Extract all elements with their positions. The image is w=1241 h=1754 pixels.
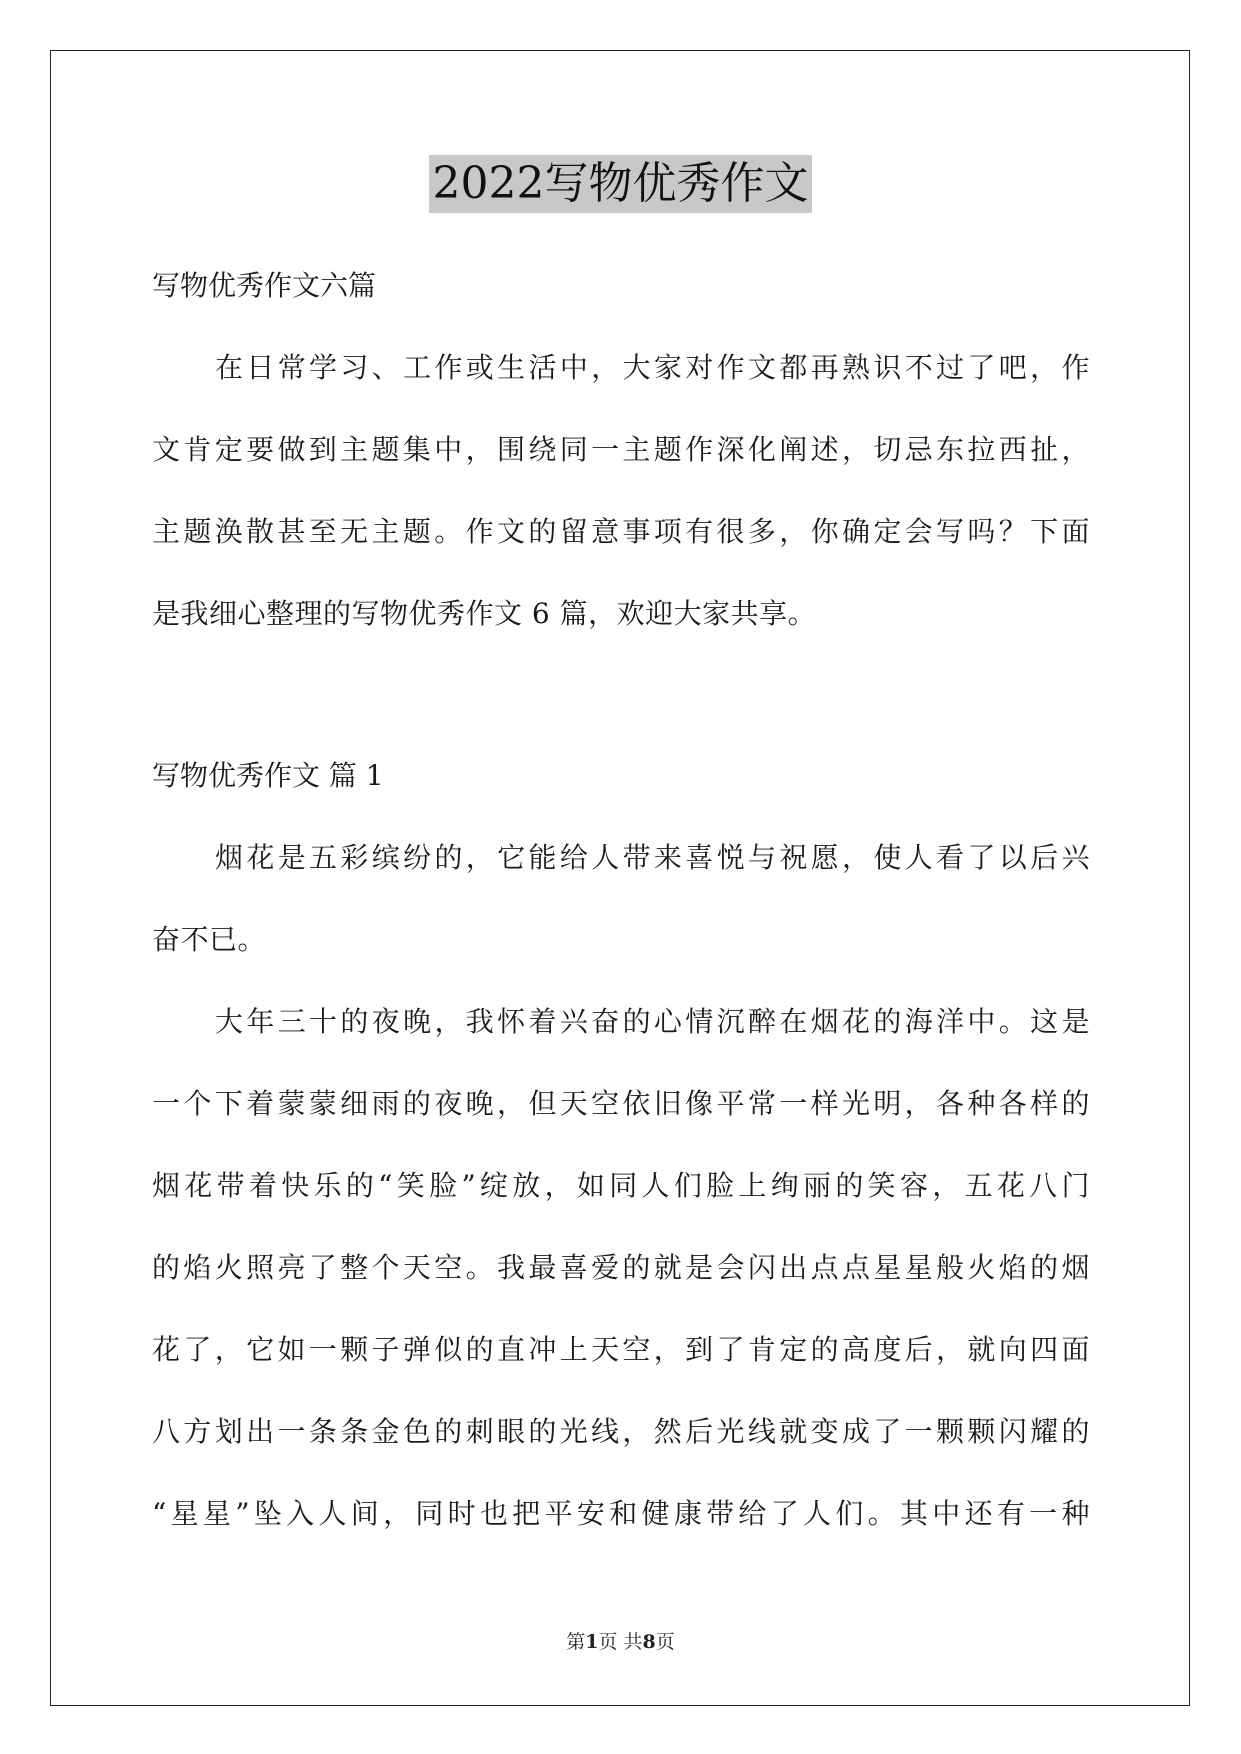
document-body <box>152 245 1090 1555</box>
title-container <box>0 155 1241 213</box>
intro-line: 主题涣散甚至无主题。作文的留意事项有很多，你确定会写吗？下面 <box>152 515 1090 548</box>
paragraph-line: 八方划出一条条金色的刺眼的光线，然后光线就变成了一颗颗闪耀的 <box>152 1415 1090 1448</box>
section-heading: 写物优秀作文 篇 1 <box>152 759 384 792</box>
section-spacer <box>152 655 1090 735</box>
paragraph-line: 的焰火照亮了整个天空。我最喜爱的就是会闪出点点星星般火焰的烟 <box>152 1251 1090 1284</box>
document-title: 2022写物优秀作文 <box>429 155 813 213</box>
page-total: 8 <box>642 1631 656 1653</box>
intro-line: 文肯定要做到主题集中，围绕同一主题作深化阐述，切忌东拉西扯， <box>152 433 1090 466</box>
page-label-prefix: 第 <box>566 1631 586 1653</box>
paragraph-line: 大年三十的夜晚，我怀着兴奋的心情沉醉在烟花的海洋中。这是 <box>215 1005 1090 1038</box>
paragraph-line: 烟花带着快乐的“笑脸”绽放，如同人们脸上绚丽的笑容，五花八门 <box>152 1169 1090 1202</box>
paragraph-line: 花了，它如一颗子弹似的直冲上天空，到了肯定的高度后，就向四面 <box>152 1333 1090 1366</box>
paragraph-line: “星星”坠入人间，同时也把平安和健康带给了人们。其中还有一种 <box>152 1497 1090 1530</box>
page-label-mid: 页 共 <box>598 1631 643 1653</box>
intro-line: 在日常学习、工作或生活中，大家对作文都再熟识不过了吧，作 <box>215 351 1090 384</box>
page-label-suffix: 页 <box>655 1631 675 1653</box>
page-current: 1 <box>585 1631 599 1653</box>
paragraph-line: 一个下着蒙蒙细雨的夜晚，但天空依旧像平常一样光明，各种各样的 <box>152 1087 1090 1120</box>
intro-heading: 写物优秀作文六篇 <box>152 269 377 302</box>
paragraph-line: 烟花是五彩缤纷的，它能给人带来喜悦与祝愿，使人看了以后兴 <box>215 841 1090 874</box>
paragraph-line: 奋不已。 <box>152 923 267 956</box>
intro-line: 是我细心整理的写物优秀作文 6 篇，欢迎大家共享。 <box>152 597 817 630</box>
page-footer <box>0 1627 1241 1654</box>
